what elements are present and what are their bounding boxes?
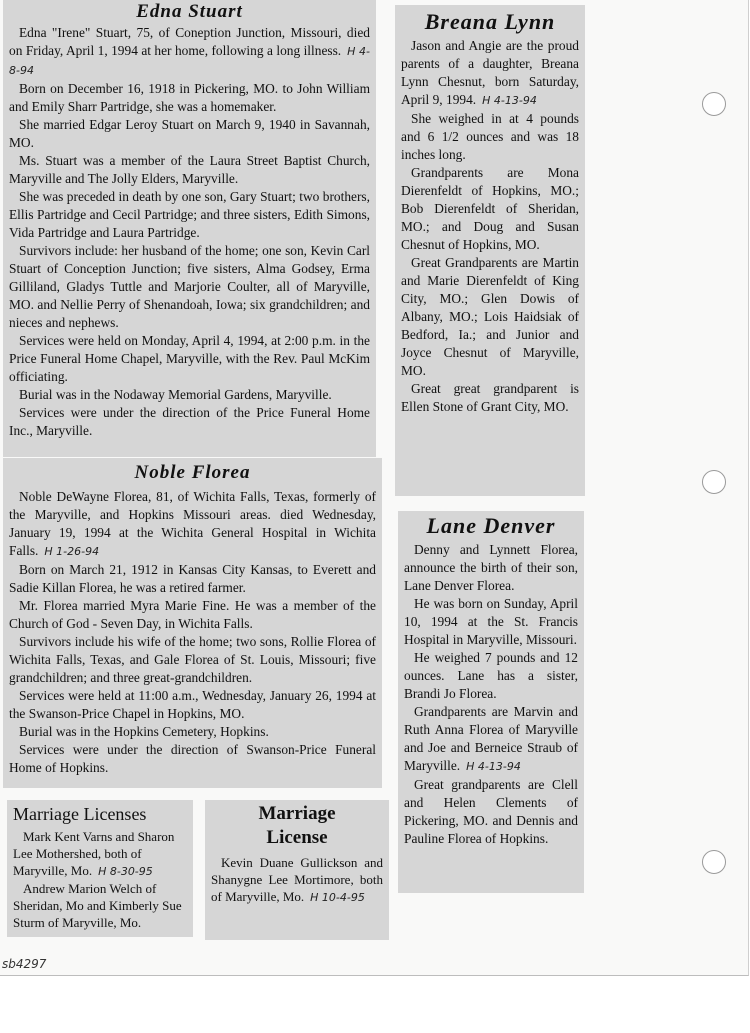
paragraph: Services were held on Monday, April 4, 1994, at 2:00 p.m. in the Price Funeral Home Chapel, Maryville, with the Rev. Paul McKim officiating. bbox=[9, 333, 370, 384]
paragraph: Andrew Marion Welch of Sheridan, Mo and Kimberly Sue Sturm of Maryville, Mo. bbox=[13, 881, 182, 930]
handwritten-note: H 4-8-94 bbox=[9, 45, 370, 77]
paragraph: Grandparents are Marvin and Ruth Anna Florea of Maryville and Joe and Berneice Straub of Maryville. H 4-13-94 bbox=[404, 704, 578, 773]
paragraph: Edna "Irene" Stuart, 75, of Coneption Junction, Missouri, died on Friday, April 1, 1994 at her home, following a long illness. H 4-8-94 bbox=[9, 25, 370, 77]
paragraph: Services were held at 11:00 a.m., Wednesday, January 26, 1994 at the Swanson-Price Chapel in Hopkins, MO. bbox=[9, 688, 376, 721]
handwritten-note: H 4-13-94 bbox=[482, 94, 537, 107]
paragraph: Services were under the direction of Swanson-Price Funeral Home of Hopkins. bbox=[9, 742, 376, 775]
paragraph: Mark Kent Varns and Sharon Lee Mothershed, both of Maryville, Mo. H 8-30-95 bbox=[13, 829, 175, 878]
paragraph: Survivors include: her husband of the home; one son, Kevin Carl Stuart of Conception Junction; five sisters, Alma Godsey, Erma Gilliland, Gladys Tuttle and Marjorie Coulter, all of Maryville, MO. and Nellie Perry of Shenandoah, Iowa; six grandchildren; and nieces and nephews. bbox=[9, 243, 370, 330]
birth-announcement-lane-denver bbox=[398, 511, 584, 893]
binder-hole bbox=[702, 850, 726, 874]
paragraph: Great grandparents are Clell and Helen Clements of Pickering, MO. and Dennis and Pauline Florea of Hopkins. bbox=[404, 777, 578, 846]
paragraph: Burial was in the Hopkins Cemetery, Hopkins. bbox=[19, 724, 269, 739]
paragraph: Denny and Lynnett Florea, announce the birth of their son, Lane Denver Florea. bbox=[404, 542, 578, 593]
paragraph: Noble DeWayne Florea, 81, of Wichita Falls, Texas, formerly of the Maryville, and Hopkins Missouri areas. died Wednesday, January 19, 1994 at the Wichita General Hospital in Wichita Falls. H 1-26-94 bbox=[9, 489, 376, 558]
binder-hole bbox=[702, 92, 726, 116]
paragraph: Ms. Stuart was a member of the Laura Street Baptist Church, Maryville and The Jolly Elders, Maryville. bbox=[9, 153, 370, 186]
handwritten-note: H 8-30-95 bbox=[98, 865, 153, 878]
paragraph: Services were under the direction of the Price Funeral Home Inc., Maryville. bbox=[9, 405, 370, 438]
paragraph: Grandparents are Mona Dierenfeldt of Hopkins, MO.; Bob Dierenfeldt of Sheridan, MO.; and Doug and Susan Chesnut of Hopkins, MO. bbox=[401, 165, 579, 252]
clipping-title: Lane Denver bbox=[426, 513, 556, 538]
handwritten-note: H 10-4-95 bbox=[310, 891, 365, 904]
obituary-edna-stuart bbox=[3, 0, 376, 457]
paragraph: He was born on Sunday, April 10, 1994 at the St. Francis Hospital in Maryville, Missouri. bbox=[404, 596, 578, 647]
paragraph: Burial was in the Nodaway Memorial Gardens, Maryville. bbox=[19, 387, 332, 402]
paragraph: Survivors include his wife of the home; two sons, Rollie Florea of Wichita Falls, Texas, and Gale Florea of St. Louis, Missouri; five grandchildren; and three great-grandchildren. bbox=[9, 634, 376, 685]
clipping-title: Marriage License bbox=[258, 803, 336, 848]
handwritten-note: H 4-13-94 bbox=[466, 760, 521, 773]
paragraph: Great great grandparent is Ellen Stone of Grant City, MO. bbox=[401, 381, 579, 414]
paragraph: Kevin Duane Gullickson and Shanygne Lee Mortimore, both of Maryville, Mo. H 10-4-95 bbox=[211, 855, 383, 904]
obituary-noble-florea bbox=[3, 458, 382, 788]
paragraph: Great Grandparents are Martin and Marie Dierenfeldt of King City, MO.; Glen Dowis of Albany, MO.; Lois Haidsiak of Bedford, Ia.; and Junior and Joyce Chesnut of Maryville, MO. bbox=[401, 255, 579, 378]
paragraph: Born on March 21, 1912 in Kansas City Kansas, to Everett and Sadie Killan Florea, he was a retired farmer. bbox=[9, 562, 376, 595]
paragraph: Jason and Angie are the proud parents of a daughter, Breana Lynn Chesnut, born Saturday, April 9, 1994. H 4-13-94 bbox=[401, 38, 579, 107]
clipping-title: Noble Florea bbox=[134, 462, 251, 483]
birth-announcement-breana-lynn bbox=[395, 5, 585, 496]
clipping-title: Edna Stuart bbox=[136, 1, 243, 22]
catalog-number: sb4297 bbox=[2, 957, 47, 971]
clipping-title: Breana Lynn bbox=[424, 9, 556, 34]
marriage-license-clipping bbox=[205, 800, 389, 940]
binder-hole bbox=[702, 470, 726, 494]
clipping-title: Marriage Licenses bbox=[13, 804, 147, 824]
handwritten-note: H 1-26-94 bbox=[44, 545, 100, 558]
paragraph: He weighed 7 pounds and 12 ounces. Lane has a sister, Brandi Jo Florea. bbox=[404, 650, 578, 701]
paragraph: Mr. Florea married Myra Marie Fine. He was a member of the Church of God - Seven Day, in Wichita Falls. bbox=[9, 598, 376, 631]
paragraph: She was preceded in death by one son, Gary Stuart; two brothers, Ellis Partridge and Cecil Partridge; and three sisters, Edith Simons, Vida Partridge and Laura Partridge. bbox=[9, 189, 370, 240]
paragraph: She weighed in at 4 pounds and 6 1/2 ounces and was 18 inches long. bbox=[401, 111, 579, 162]
paragraph: Born on December 16, 1918 in Pickering, MO. to John William and Emily Sharr Partridge, she was a homemaker. bbox=[9, 81, 370, 114]
marriage-licenses-clipping bbox=[7, 800, 193, 937]
paragraph: She married Edgar Leroy Stuart on March 9, 1940 in Savannah, MO. bbox=[9, 117, 370, 150]
